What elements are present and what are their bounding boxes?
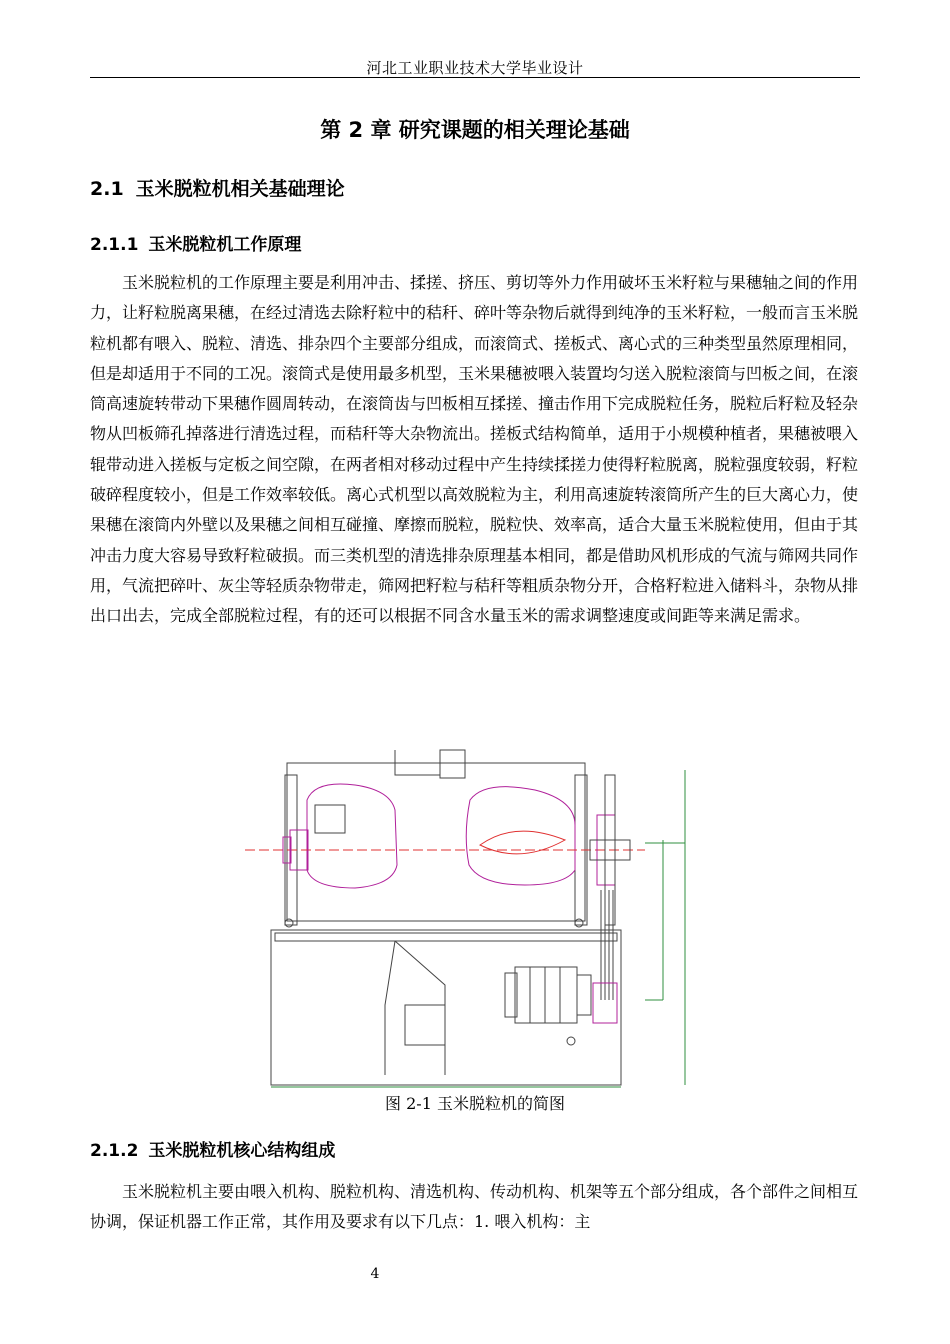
section-heading (90, 174, 345, 201)
section-title: 玉米脱粒机相关基础理论 (135, 178, 345, 200)
thresher-drawing (245, 745, 709, 1090)
subsection-number: 2.1.1 (90, 235, 139, 255)
subsection-heading-1 (90, 230, 301, 255)
chapter-title: 第 2 章 研究课题的相关理论基础 (320, 118, 630, 142)
running-header: 河北工业职业技术大学毕业设计 (366, 59, 584, 77)
subsection-number: 2.1.2 (90, 1141, 139, 1161)
subsection-title: 玉米脱粒机工作原理 (148, 235, 302, 255)
figure-thresher-diagram (245, 745, 709, 1090)
body-paragraph-1: 玉米脱粒机的工作原理主要是利用冲击、揉搓、挤压、剪切等外力作用破坏玉米籽粒与果穗轴之间的作用力，让籽粒脱离果穗，在经过清选去除籽粒中的秸秆、碎叶等杂物后就得到纯净的玉米籽粒，一般而言玉米脱粒机都有喂入、脱粒、清选、排杂四个主要部分组成，而滚筒式、搓板式、离心式的三种类型虽然原理相同，但是却适用于不同的工况。滚筒式是使用最多机型，玉米果穗被喂入装置均匀送入脱粒滚筒与凹板之间，在滚筒高速旋转带动下果穗作圆周转动，在滚筒齿与凹板相互揉搓、撞击作用下完成脱粒任务，脱粒后籽粒及轻杂物从凹板筛孔掉落进行清选过程，而秸秆等大杂物流出。搓板式结构简单，适用于小规模种植者，果穗被喂入辊带动进入搓板与定板之间空隙，在两者相对移动过程中产生持续揉搓力使得籽粒脱离，脱粒强度较弱，籽粒破碎程度较小，但是工作效率较低。离心式机型以高效脱粒为主，利用高速旋转滚筒所产生的巨大离心力，使果穗在滚筒内外壁以及果穗之间相互碰撞、摩擦而脱粒，脱粒快、效率高，适合大量玉米脱粒使用，但由于其冲击力度大容易导致籽粒破损。而三类机型的清选排杂原理基本相同，都是借助风机形成的气流与筛网共同作用，气流把碎叶、灰尘等轻质杂物带走，筛网把籽粒与秸秆等粗质杂物分开，合格籽粒进入储料斗，杂物从排出口出去，完成全部脱粒过程，有的还可以根据不同含水量玉米的需求调整速度或间距等来满足需求。 (90, 273, 859, 626)
page-number: 4 (370, 1266, 380, 1282)
section-number: 2.1 (90, 178, 124, 200)
header-rule (90, 77, 860, 78)
subsection-heading-2 (90, 1136, 335, 1161)
body-paragraph-2: 玉米脱粒机主要由喂入机构、脱粒机构、清选机构、传动机构、机架等五个部分组成，各个部件之间相互协调，保证机器工作正常，其作用及要求有以下几点：1. 喂入机构：主 (90, 1182, 859, 1232)
subsection-title: 玉米脱粒机核心结构组成 (148, 1141, 336, 1161)
figure-caption: 图 2-1 玉米脱粒机的简图 (385, 1094, 565, 1113)
